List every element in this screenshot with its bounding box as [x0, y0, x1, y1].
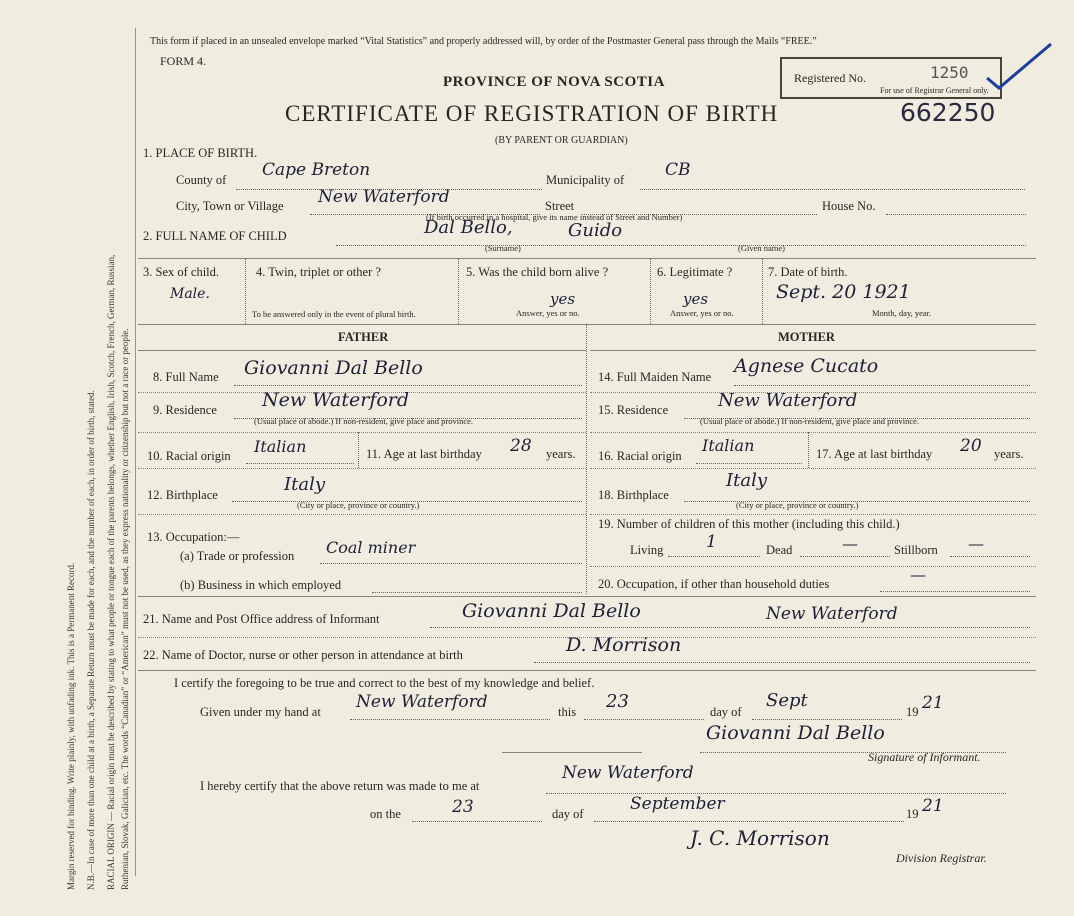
legitimate-value: yes	[683, 290, 709, 308]
certificate-subtitle: (BY PARENT OR GUARDIAN)	[495, 135, 628, 146]
dob-note: Month, day, year.	[872, 308, 932, 318]
father-residence-value: New Waterford	[262, 389, 410, 411]
dead-value: —	[842, 534, 858, 553]
father-trade-value: Coal miner	[326, 538, 416, 557]
city-value: New Waterford	[318, 187, 450, 207]
city-label: City, Town or Village	[176, 199, 284, 213]
father-name-label: 8. Full Name	[153, 370, 219, 384]
father-birthplace-note: (City or place, province or country.)	[297, 500, 420, 510]
hospital-note: (If birth occurred in a hospital, give its name instead of Street and Number)	[426, 212, 683, 222]
this-label: this	[558, 705, 577, 719]
margin-line-4: Ruthenian, Slovak, Galician, etc. The words “Canadian” or “American” must not be used, as they express nationality or citizenship but not a race or people.	[120, 328, 130, 890]
surname-note: (Surname)	[485, 243, 521, 253]
sex-value: Male.	[170, 286, 210, 302]
mother-age-label: 17. Age at last birthday	[816, 447, 933, 461]
father-name-value: Giovanni Dal Bello	[244, 357, 423, 379]
mother-occupation-value: —	[910, 565, 926, 584]
margin-line-1: Margin reserved for binding. Write plainly, with unfading ink. This is a Permanent Record.	[66, 562, 76, 890]
mother-racial-label: 16. Racial origin	[598, 449, 682, 463]
mother-racial-value: Italian	[702, 436, 755, 455]
municipality-value: CB	[665, 160, 691, 180]
dead-label: Dead	[766, 543, 793, 557]
informant-name-value: Giovanni Dal Bello	[462, 600, 641, 622]
certify-statement: I certify the foregoing to be true and correct to the best of my knowledge and belief.	[174, 676, 595, 690]
division-registrar-label: Division Registrar.	[896, 851, 987, 865]
year-prefix: 19	[906, 705, 919, 719]
registrar-day-value: 23	[452, 797, 474, 817]
living-value: 1	[706, 532, 717, 552]
dob-label: 7. Date of birth.	[768, 265, 848, 279]
registrar-note: For use of Registrar General only.	[880, 86, 989, 95]
given-place-value: New Waterford	[356, 692, 488, 712]
father-trade-label: (a) Trade or profession	[180, 549, 295, 563]
father-birthplace-value: Italy	[284, 474, 326, 495]
informant-label: 21. Name and Post Office address of Informant	[143, 612, 380, 626]
registered-label: Registered No.	[794, 71, 866, 85]
mother-birthplace-value: Italy	[726, 470, 768, 491]
margin-instructions	[0, 0, 135, 916]
father-age-value: 28	[510, 436, 532, 456]
house-no-label: House No.	[822, 199, 876, 213]
legitimate-note: Answer, yes or no.	[670, 308, 734, 318]
place-of-birth-label: 1. PLACE OF BIRTH.	[143, 146, 258, 160]
mother-name-value: Agnese Cucato	[734, 355, 879, 377]
mother-age-value: 20	[960, 436, 982, 456]
mother-name-label: 14. Full Maiden Name	[598, 370, 712, 384]
father-occupation-label: 13. Occupation:—	[147, 530, 240, 544]
father-racial-label: 10. Racial origin	[147, 449, 231, 463]
born-alive-value: yes	[550, 290, 576, 308]
registrar-day-of-label: day of	[552, 807, 584, 821]
stillborn-label: Stillborn	[894, 543, 938, 557]
father-residence-label: 9. Residence	[153, 403, 217, 417]
father-residence-note: (Usual place of abode.) If non-resident, give place and province.	[254, 416, 474, 426]
mail-notice: This form if placed in an unsealed envelope marked “Vital Statistics” and properly addressed will, by order of the Postmaster General pass through the Mails “FREE.”	[150, 36, 817, 47]
mother-occupation-label: 20. Occupation, if other than household duties	[598, 577, 830, 591]
stamp-number: 662250	[900, 98, 996, 127]
county-value: Cape Breton	[262, 160, 371, 180]
registered-box	[780, 57, 1002, 99]
mother-heading: MOTHER	[778, 330, 835, 344]
mother-years-label: years.	[994, 447, 1024, 461]
given-year-value: 21	[922, 693, 944, 713]
mother-residence-value: New Waterford	[718, 390, 858, 411]
father-business-label: (b) Business in which employed	[180, 578, 342, 592]
on-the-label: on the	[370, 807, 401, 821]
doctor-value: D. Morrison	[566, 634, 682, 656]
registrar-year-value: 21	[922, 796, 944, 816]
margin-line-2: N.B.—In case of more than one child at a birth, a Separate Return must be made for each, and the number of each, in order of birth, stated.	[86, 390, 96, 890]
surname-value: Dal Bello,	[424, 217, 513, 238]
mother-residence-note: (Usual place of abode.) If non-resident, give place and province.	[700, 416, 920, 426]
mother-birthplace-label: 18. Birthplace	[598, 488, 669, 502]
given-month-value: Sept	[766, 690, 808, 711]
registrar-month-value: September	[630, 794, 725, 814]
born-alive-label: 5. Was the child born alive ?	[466, 265, 609, 279]
mother-birthplace-note: (City or place, province or country.)	[736, 500, 859, 510]
father-years-label: years.	[546, 447, 576, 461]
stillborn-value: —	[968, 534, 984, 553]
municipality-label: Municipality of	[546, 173, 625, 187]
born-alive-note: Answer, yes or no.	[516, 308, 580, 318]
twin-note: To be answered only in the event of plural birth.	[252, 309, 416, 319]
day-of-label: day of	[710, 705, 742, 719]
informant-signature: Giovanni Dal Bello	[706, 722, 885, 744]
father-age-label: 11. Age at last birthday	[366, 447, 482, 461]
registrar-year-prefix: 19	[906, 807, 919, 821]
county-label: County of	[176, 173, 227, 187]
province-heading: PROVINCE OF NOVA SCOTIA	[443, 74, 665, 90]
given-name-note: (Given name)	[738, 243, 785, 253]
registered-number: 1250	[930, 63, 969, 82]
legitimate-label: 6. Legitimate ?	[657, 265, 733, 279]
registrar-statement: I hereby certify that the above return was made to me at	[200, 779, 480, 793]
sex-label: 3. Sex of child.	[143, 265, 220, 279]
certificate-title: CERTIFICATE OF REGISTRATION OF BIRTH	[285, 101, 779, 126]
children-count-label: 19. Number of children of this mother (including this child.)	[598, 517, 900, 531]
street-label: Street	[545, 199, 575, 213]
margin-line-3: RACIAL ORIGIN — Racial origin must be described by stating to what people or tongue each of the parents belongs, whether English, Irish, Scotch, French, German, Russian,	[106, 254, 116, 890]
mother-residence-label: 15. Residence	[598, 403, 669, 417]
given-under-label: Given under my hand at	[200, 705, 321, 719]
form-number: FORM 4.	[160, 54, 207, 68]
dob-value: Sept. 20 1921	[776, 281, 911, 303]
father-birthplace-label: 12. Birthplace	[147, 488, 218, 502]
given-name-value: Guido	[568, 220, 623, 241]
given-day-value: 23	[606, 691, 629, 712]
registrar-signature: J. C. Morrison	[690, 826, 830, 850]
check-mark-icon	[985, 40, 1055, 90]
child-name-label: 2. FULL NAME OF CHILD	[143, 229, 287, 243]
signature-of-informant-label: Signature of Informant.	[868, 750, 981, 764]
father-heading: FATHER	[338, 330, 389, 344]
registrar-place-value: New Waterford	[562, 763, 694, 783]
living-label: Living	[630, 543, 664, 557]
twin-label: 4. Twin, triplet or other ?	[256, 265, 381, 279]
doctor-label: 22. Name of Doctor, nurse or other person in attendance at birth	[143, 648, 463, 662]
informant-address-value: New Waterford	[766, 604, 898, 624]
father-racial-value: Italian	[254, 437, 307, 456]
